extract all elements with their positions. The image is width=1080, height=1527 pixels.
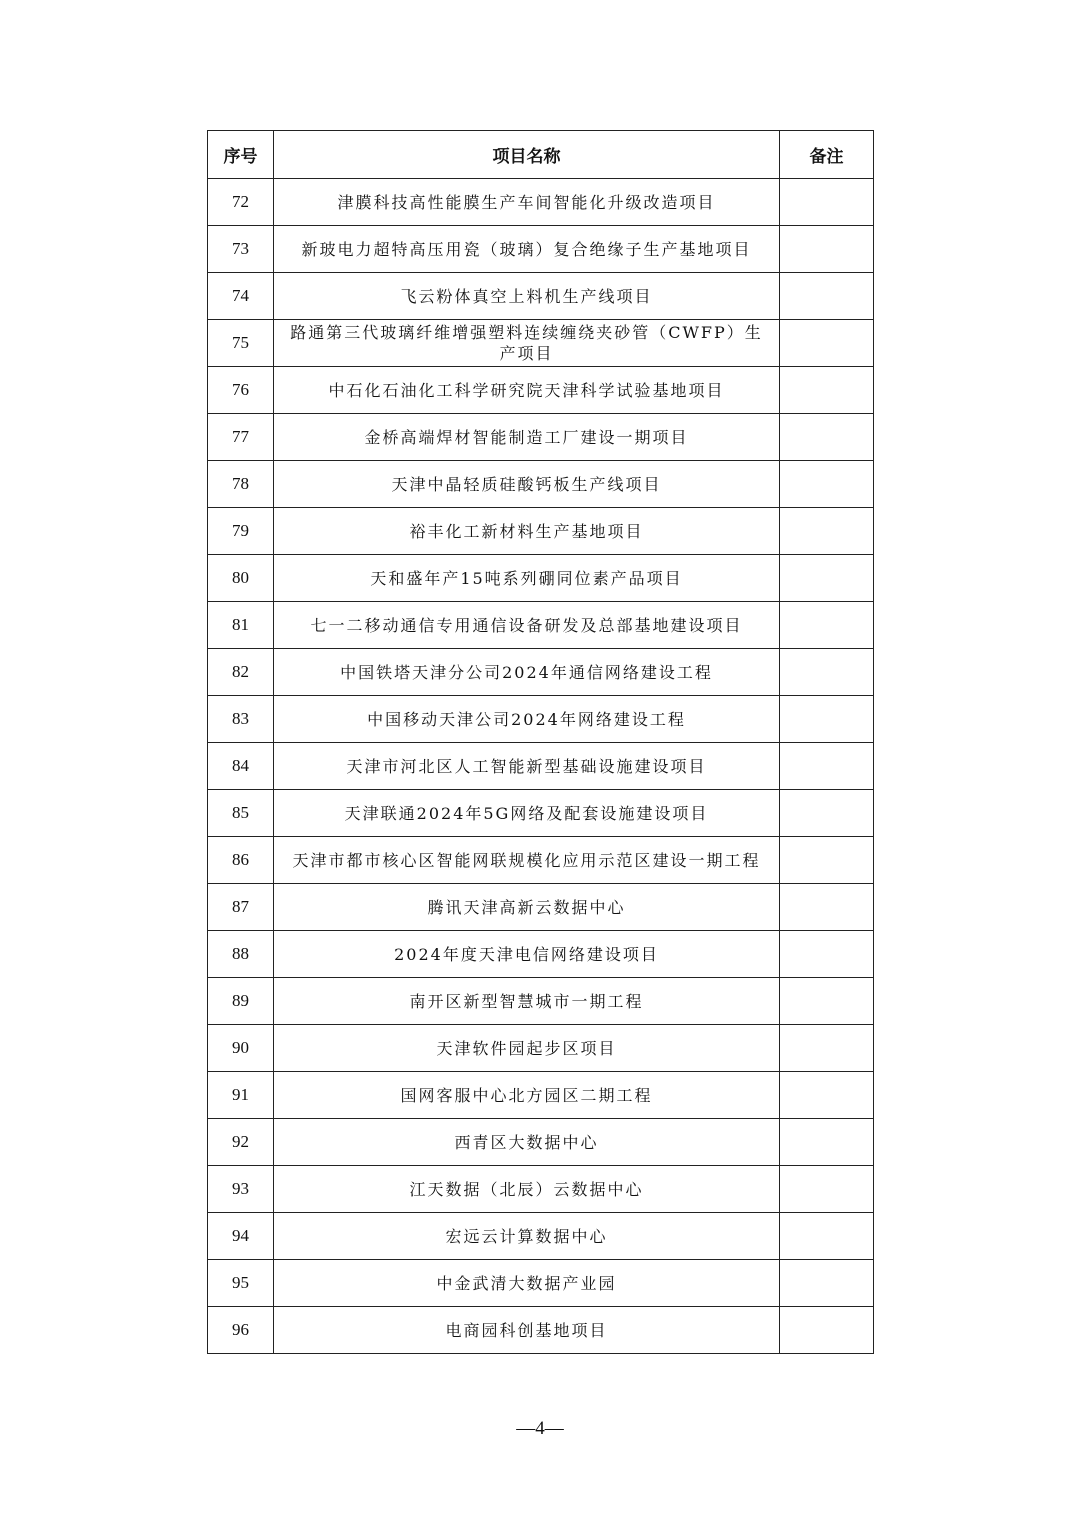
seq-cell: 75 (208, 320, 274, 367)
note-cell (780, 555, 874, 602)
project-name-cell: 飞云粉体真空上料机生产线项目 (274, 273, 780, 320)
note-cell (780, 1213, 874, 1260)
project-name-cell: 2024年度天津电信网络建设项目 (274, 931, 780, 978)
note-cell (780, 179, 874, 226)
table-row (208, 508, 874, 555)
seq-cell: 86 (208, 837, 274, 884)
table-row (208, 1025, 874, 1072)
seq-cell: 85 (208, 790, 274, 837)
table-row (208, 226, 874, 273)
note-cell (780, 414, 874, 461)
project-name-cell: 电商园科创基地项目 (274, 1307, 780, 1354)
project-name-cell: 天和盛年产15吨系列硼同位素产品项目 (274, 555, 780, 602)
seq-cell: 79 (208, 508, 274, 555)
note-cell (780, 837, 874, 884)
note-cell (780, 931, 874, 978)
project-name-cell: 中金武清大数据产业园 (274, 1260, 780, 1307)
table-row (208, 1260, 874, 1307)
note-cell (780, 649, 874, 696)
project-name-cell: 天津市都市核心区智能网联规模化应用示范区建设一期工程 (274, 837, 780, 884)
seq-cell: 78 (208, 461, 274, 508)
table-row (208, 1072, 874, 1119)
seq-cell: 91 (208, 1072, 274, 1119)
table-body (208, 179, 874, 1354)
note-cell (780, 1166, 874, 1213)
note-cell (780, 1307, 874, 1354)
seq-cell: 74 (208, 273, 274, 320)
project-table-container (207, 130, 873, 1354)
seq-cell: 73 (208, 226, 274, 273)
project-name-cell: 中国铁塔天津分公司2024年通信网络建设工程 (274, 649, 780, 696)
project-name-cell: 宏远云计算数据中心 (274, 1213, 780, 1260)
project-name-cell: 津膜科技高性能膜生产车间智能化升级改造项目 (274, 179, 780, 226)
project-name-cell: 新玻电力超特高压用瓷（玻璃）复合绝缘子生产基地项目 (274, 226, 780, 273)
project-name-cell: 天津中晶轻质硅酸钙板生产线项目 (274, 461, 780, 508)
project-name-cell: 中国移动天津公司2024年网络建设工程 (274, 696, 780, 743)
seq-cell: 88 (208, 931, 274, 978)
table-row (208, 555, 874, 602)
table-row (208, 743, 874, 790)
note-cell (780, 1119, 874, 1166)
project-name-cell: 江天数据（北辰）云数据中心 (274, 1166, 780, 1213)
note-cell (780, 1072, 874, 1119)
project-name-cell: 中石化石油化工科学研究院天津科学试验基地项目 (274, 367, 780, 414)
seq-cell: 76 (208, 367, 274, 414)
project-name-cell: 天津软件园起步区项目 (274, 1025, 780, 1072)
note-cell (780, 696, 874, 743)
seq-cell: 95 (208, 1260, 274, 1307)
header-note: 备注 (780, 131, 874, 179)
seq-cell: 93 (208, 1166, 274, 1213)
table-row (208, 414, 874, 461)
project-name-cell: 天津市河北区人工智能新型基础设施建设项目 (274, 743, 780, 790)
table-row (208, 649, 874, 696)
table-row (208, 1119, 874, 1166)
table-row (208, 1307, 874, 1354)
note-cell (780, 884, 874, 931)
table-row (208, 461, 874, 508)
note-cell (780, 273, 874, 320)
note-cell (780, 461, 874, 508)
seq-cell: 77 (208, 414, 274, 461)
note-cell (780, 790, 874, 837)
note-cell (780, 602, 874, 649)
note-cell (780, 320, 874, 367)
project-name-cell: 国网客服中心北方园区二期工程 (274, 1072, 780, 1119)
project-name-cell: 南开区新型智慧城市一期工程 (274, 978, 780, 1025)
table-header-row (208, 131, 874, 179)
project-name-cell: 金桥高端焊材智能制造工厂建设一期项目 (274, 414, 780, 461)
page-number: —4— (516, 1418, 564, 1439)
note-cell (780, 1260, 874, 1307)
seq-cell: 72 (208, 179, 274, 226)
table-row (208, 602, 874, 649)
note-cell (780, 508, 874, 555)
table-row (208, 320, 874, 367)
table-row (208, 884, 874, 931)
project-name-cell: 天津联通2024年5G网络及配套设施建设项目 (274, 790, 780, 837)
project-table (207, 130, 874, 1354)
seq-cell: 82 (208, 649, 274, 696)
seq-cell: 80 (208, 555, 274, 602)
header-seq: 序号 (208, 131, 274, 179)
table-row (208, 273, 874, 320)
table-row (208, 179, 874, 226)
seq-cell: 83 (208, 696, 274, 743)
seq-cell: 92 (208, 1119, 274, 1166)
seq-cell: 94 (208, 1213, 274, 1260)
table-row (208, 696, 874, 743)
project-name-cell: 西青区大数据中心 (274, 1119, 780, 1166)
header-project-name: 项目名称 (274, 131, 780, 179)
seq-cell: 87 (208, 884, 274, 931)
note-cell (780, 1025, 874, 1072)
table-row (208, 837, 874, 884)
seq-cell: 90 (208, 1025, 274, 1072)
seq-cell: 84 (208, 743, 274, 790)
project-name-cell: 腾讯天津高新云数据中心 (274, 884, 780, 931)
note-cell (780, 226, 874, 273)
seq-cell: 96 (208, 1307, 274, 1354)
note-cell (780, 978, 874, 1025)
note-cell (780, 367, 874, 414)
table-row (208, 367, 874, 414)
project-name-cell: 路通第三代玻璃纤维增强塑料连续缠绕夹砂管（CWFP）生产项目 (274, 320, 780, 367)
seq-cell: 89 (208, 978, 274, 1025)
table-row (208, 1166, 874, 1213)
note-cell (780, 743, 874, 790)
seq-cell: 81 (208, 602, 274, 649)
project-name-cell: 七一二移动通信专用通信设备研发及总部基地建设项目 (274, 602, 780, 649)
table-row (208, 790, 874, 837)
project-name-cell: 裕丰化工新材料生产基地项目 (274, 508, 780, 555)
table-row (208, 1213, 874, 1260)
table-row (208, 978, 874, 1025)
table-row (208, 931, 874, 978)
